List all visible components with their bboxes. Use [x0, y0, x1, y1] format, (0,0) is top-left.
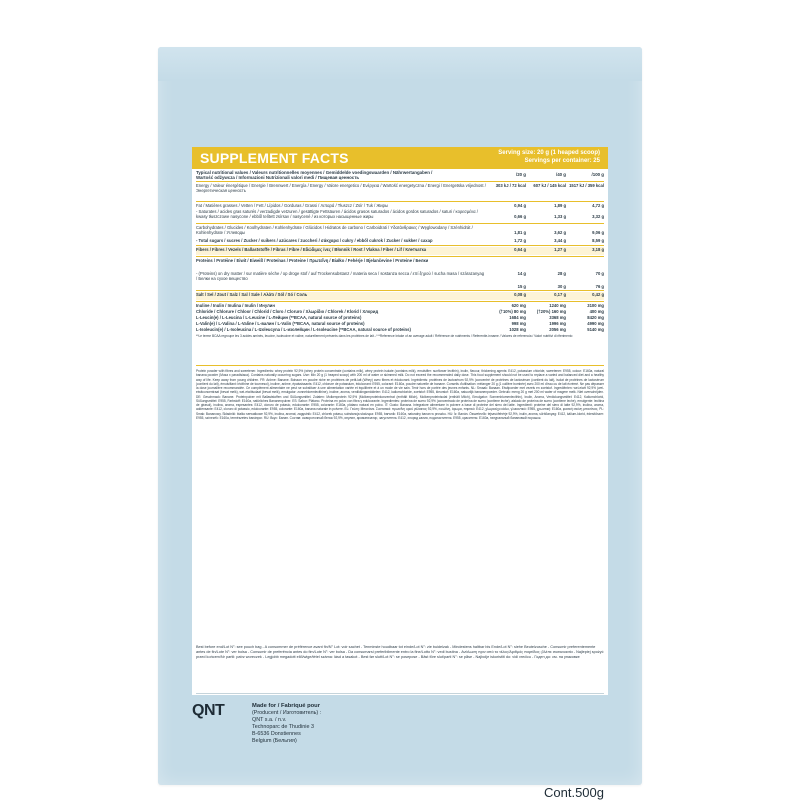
value-20g: 303 kJ / 72 kcal — [495, 183, 526, 188]
value-40g: 1240 mg — [549, 303, 566, 308]
value-20g: 1,72 g — [514, 238, 526, 243]
company-country: Belgium (Бельгия) — [252, 738, 297, 744]
nutrition-row-saturates — [196, 209, 604, 221]
value-100g: 3,18 g — [592, 247, 604, 252]
nutrition-row-salt — [196, 292, 604, 300]
value-40g: 30 g — [557, 284, 566, 289]
value-20g: 1,81 g — [514, 230, 526, 235]
value-40g: 1,27 g — [554, 247, 566, 252]
producer-label: (Producent / Изготовитель) : — [252, 710, 322, 716]
value-20g: (†10%) 80 mg — [499, 309, 526, 314]
divider — [196, 223, 604, 224]
value-100g: 9,06 g — [592, 230, 604, 235]
nutrition-row-proteins-dry — [196, 271, 604, 283]
value-100g: 3100 mg — [587, 303, 604, 308]
net-content: Cont.500g — [544, 785, 604, 800]
supplement-facts-header — [192, 147, 608, 169]
serving-size: Serving size: 20 g (1 heaped scoop) — [498, 150, 600, 156]
serving-info — [498, 149, 600, 165]
value-40g: 3368 mg — [549, 315, 566, 320]
servings-per-container: Servings per container: 25 — [524, 158, 600, 164]
company-street: Technoparc de Thudinie 3 — [252, 724, 314, 730]
value-100g: 4990 mg — [587, 321, 604, 326]
divider — [196, 301, 604, 302]
ingredients-text: Protein powder with fibres and sweetener. Ingredients: whey protein 92,9% (whey protein concentrate (contains milk), whey protein isolate (contains milk), emulsifier: sunflower lecithin), inulin, flavour, thickening agents: E412, potassium chloride, sweetener: E955, colour: E160a, natural banana powder (Musa x paradisiaca). Contains naturally occurring sugars. Use: Mix 20 g (1 heaped scoop) with 200 ml of water or skimmed milk. Do not exceed the recommended daily dose. This food supplement should not be used to replace a varied and balanced diet and a healthy way of life. Keep away from young children. FR: Arôme: Banane. Boisson en poudre riche en protéines de petit-lait (Whey) avec fibres et édulcorant. Ingrédients: protéines de lactosérum 92,9% (concentré de protéines de lactosérum (contient du lait), isolat de protéines de lactosérum (contient du lait), émulsifiant: lécithine de tournesol), inuline, arôme, épaississants: E412, chlorure de potassium, édulcorant: E955, colorant: E160a, poudre naturelle de banane. Conseils d'utilisation: mélanger 20 g (1 cuillère bombée) avec 200 ml d'eau ou de lait écrémé. Ne pas dépasser la dose journalière recommandée. Ce complément alimentaire ne peut se substituer à une alimentation variée et équilibrée et à un mode de vie sain. Tenir hors de portée des jeunes enfants. NL: Smaak: Banaan. Eiwitpoeder met vezels en zoetstof. Ingrediënten: wei-eiwit 92,9% (wei-eiwitconcentraat (bevat melk), wei-eiwitisolaat (bevat melk), emulgator: zonnebloemlecithine), inuline, aroma, verdikkingsmiddelen: E412, kaliumchloride, zoetstof: E955, kleurstof: E160a, natuurlijk bananenpoeder. Gebruik: meng 20 g met 200 ml water of magere melk. Niet overschrijden. DE: Geschmack: Banane. Proteinpulver mit Ballaststoffen und Süßungsmittel. Zutaten: Molkenprotein 92,9% (Molkenproteinkonzentrat (enthält Milch), Molkenproteinisolat (enthält Milch), Emulgator: Sonnenblumenlecithin), Inulin, Aroma, Verdickungsmittel: E412, Kaliumchlorid, Süßungsmittel: E955, Farbstoff: E160a, natürliches Bananenpulver. ES: Sabor: Plátano. Proteína en polvo con fibra y edulcorante. Ingredientes: proteína de suero 92,9% (concentrado de proteína de suero (contiene leche), aislado de proteína de suero (contiene leche), emulgente: lecitina de girasol), inulina, aroma, espesantes: E412, cloruro de potasio, edulcorante: E955, colorante: E160a, plátano natural en polvo. IT: Gusto: Banana. Integratore alimentare in polvere a base di proteine del siero del latte. Ingredienti: proteine del siero di latte 92,9%, inulina, aroma, addensante: E412, cloruro di potassio, edulcorante: E955, colorante: E160a, banana naturale in polvere. EL: Γεύση: Μπανάνα. Συστατικά: πρωτεΐνη ορού γάλακτος 92,9%, ινουλίνη, άρωμα, πηκτικό: E412, χλωριούχο κάλιο, γλυκαντικό: E955, χρωστική: E160a, φυσική σκόνη μπανάνας. PL: Smak: Bananowy. Składniki: białko serwatkowe 92,9%, inulina, aromat, zagęstnik: E412, chlorek potasu, substancja słodząca: E955, barwnik: E160a, naturalny banan w proszku. HU: Íz: Banán. Összetevők: tejsavófehérje 92,9%, inulin, aroma, sűrítőanyag: E412, kálium-klorid, édesítőszer: E955, színezék: E160a, természetes banánpor. RU: Вкус: Банан. Состав: сывороточный белок 92,9%, инулин, ароматизатор, загуститель: E412, хлорид калия, подсластитель: E955, краситель: E160a, натуральный банановый порошок. — [196, 369, 604, 420]
value-40g: 3,62 g — [554, 230, 566, 235]
nutrition-row-proteins — [196, 258, 604, 270]
value-20g: 15 g — [517, 284, 526, 289]
value-100g: 1517 kJ / 359 kcal — [569, 183, 604, 188]
value-100g: 400 mg — [589, 309, 604, 314]
row-label: Carbohydrates / Glucides / Koolhydraten / Kohlenhydrate / Glúcidos / Hidratos de carbono / Carboidrati / Υδατάνθρακες / Węglowodany / Szénhidrát / Kohlenhydrate / Углеводы — [196, 225, 473, 235]
divider — [196, 256, 604, 257]
divider — [196, 181, 604, 182]
value-20g: 0,08 g — [514, 292, 526, 297]
value-20g: 1684 mg — [509, 315, 526, 320]
made-for-label: Made for / Fabriqué pour — [252, 703, 320, 709]
divider — [196, 201, 604, 202]
value-100g: 4,72 g — [592, 203, 604, 208]
value-100g: 8,59 g — [592, 238, 604, 243]
divider — [196, 365, 604, 366]
supplement-facts-panel — [192, 147, 608, 800]
row-label: Fibers / Fibres / Vezels / Ballaststoffe / Fibras / Fibre / Εδώδιμες ίνες / Błonnik / Rost / Vlakna / Fiber / Lif / Клетчатка — [196, 247, 427, 252]
divider — [196, 245, 604, 246]
row-label: Fat / Matières grasses / Vetten / Fett / Lípidos / Gorduras / Grassi / Λιπαρά / Tłuszcz / Zsír / Tuk / Жиры — [196, 203, 388, 208]
value-20g: 0,94 g — [514, 203, 526, 208]
nutrition-row-carbohydrates — [196, 225, 604, 237]
row-label: L-Valin(e) / L-Valina / L-Valine / L-валин / L-Valin (**BCAA, natural source of proteins) — [196, 321, 365, 326]
product-bag — [158, 47, 642, 800]
footnote — [196, 334, 604, 346]
value-40g: 1,33 g — [554, 214, 566, 219]
value-20g: 0,64 g — [514, 247, 526, 252]
nutrition-row-fibers — [196, 247, 604, 255]
company-city: B-6536 Donstiennes — [252, 731, 301, 737]
brand-logo: QNT — [192, 702, 225, 719]
table-header — [196, 170, 604, 180]
value-40g: 0,17 g — [554, 292, 566, 297]
value-100g: 70 g — [595, 271, 604, 276]
divider — [196, 290, 604, 291]
value-100g: 5140 mg — [587, 327, 604, 332]
value-100g: 8420 mg — [587, 315, 604, 320]
value-40g: 2056 mg — [549, 327, 566, 332]
value-40g: 1996 mg — [549, 321, 566, 326]
col-20g: /20 g — [515, 172, 526, 177]
row-label: L-Isoleucin(e) / L-Isoleucina / L-Izoleucyna / L-изолейцин / L-Isoleucine (**BCAA, natural source of proteins) — [196, 327, 411, 332]
row-label: L-Leucin(e) / L-Leucina / L-Leucine / L-Лейцин (**BCAA, natural source of proteins) — [196, 315, 362, 320]
company-name: QNT s.a. / n.v. — [252, 717, 287, 723]
value-20g: 998 mg — [511, 321, 526, 326]
value-20g: 620 mg — [511, 303, 526, 308]
best-before: Best before end/Lot N°: see pouch bag - A consommer de préférence avant fin/N° Lot: voir sachet - Tenminste houdbaar tot einde/Lot N°: zie buidelzak - Mindestens haltbar bis Ende/Lot N°: siehe Beutelzusche - Consumir preferentemente antes de fin/Lote N°: ver bolsa - Consumir de preferência antes do fim/Lote N°: ver bolsa - Da consumarsi preferibilmente entro la fine/Lotto N°: vedi bustina - Ανάλωση πριν από το τέλος/Αριθμός παρτίδας: βλέπε συσκευασία - Najlepiej spożyć przed końcem/Nr partii: patrz woreczek - Legjobb megadott ellő/wige/tétel száma: lásd a tasakot - Best før slutt/Lot N°: se posepose - Bäst före slut/parti N°: se påse - Najbolje iskoristiti do: vidi vrećicu - Годен до: см. на упаковке — [196, 645, 604, 659]
col-100g: /100 g — [591, 172, 604, 177]
table-header-line2: Wartość odżywcza / Informazioni Nutrizionali valori medi / Пищевая ценность — [196, 175, 360, 180]
row-label: - Total sugars / sucres / Zucker / suikers / azúcares / zuccheri / σάκχαρα / cukry / ebből cukrok / Zucker / sukker / сахар — [196, 238, 433, 243]
row-label: Energy / Valeur énergétique / Energie / Brennwert / Energía / Energy / Valore energetico / Ενέργεια / Wartość energetyczna / Energi / Energetska vrijednost / Энергетическая ценность — [196, 183, 486, 193]
table-header-line1: Typical nutritional values / Valeurs nutritionnelles moyennes / Gemiddelde voedingswaarden / Nährwertangaben / — [196, 170, 433, 175]
row-label: Proteins / Protéine / Eiwit / Eiweiß / Proteínas / Proteine / Πρωτεΐνη / Białko / Fehérje / Bjelančevine / Proteine / Белки — [196, 258, 429, 263]
value-40g: 3,44 g — [554, 238, 566, 243]
value-100g: 76 g — [595, 284, 604, 289]
row-label: Chloride / Chlorure / Chloor / Chlorid / Cloro / Cloruro / Χλωρίδιο / Chlorek / Klorid / Хлорид — [196, 309, 379, 314]
divider — [196, 693, 604, 694]
row-label: Salt / Sel / Zout / Salz / Sal / Sale / Αλάτι / Sól / Só / Соль — [196, 292, 308, 297]
row-label: Inuline / Inulin / Inulina / Inulin / Инулин — [196, 303, 275, 308]
col-40g: /40 g — [555, 172, 566, 177]
value-100g: 0,42 g — [592, 292, 604, 297]
value-40g: 607 kJ / 145 kcal — [533, 183, 566, 188]
value-100g: 3,32 g — [592, 214, 604, 219]
row-label: - Saturates / acides gras saturés / verzadigde vetzuren / gesättigte Fettsäuren / ácidos grasos saturados / ácidos gordos saturados / saturi / κορεσμένα / kwasy tłuszczowe nasycone / ebből telített zsírsav / nasycené / из которых насыщенные жиры — [196, 209, 478, 219]
value-20g: 1028 mg — [509, 327, 526, 332]
value-40g: (†20%) 160 mg — [536, 309, 566, 314]
value-20g: 0,66 g — [514, 214, 526, 219]
value-20g: 14 g — [517, 271, 526, 276]
value-40g: 28 g — [557, 271, 566, 276]
row-label: - (Proteins) on dry matter / sur matière sèche / op droge stof / auf Trockensubstanz / materia seca / sostanza secca / επί ξηρού / sucha masa / szárazanyag / Белки на сухое вещество — [196, 271, 485, 281]
value-40g: 1,89 g — [554, 203, 566, 208]
nutrition-row-energy — [196, 183, 604, 199]
supplement-facts-title: SUPPLEMENT FACTS — [200, 150, 349, 166]
manufacturer-info — [252, 703, 321, 745]
footnote-text: **Le terme BCAA regroupe les 3 acides aminés, leucine, isoleucine et valine, naturellement présents dans les protéines de lait. / **Reference Intake of an average adult / Référence de nutriments / Referentie-inname / Valores de referencia / Valori nutritivi di riferimento — [196, 334, 573, 338]
